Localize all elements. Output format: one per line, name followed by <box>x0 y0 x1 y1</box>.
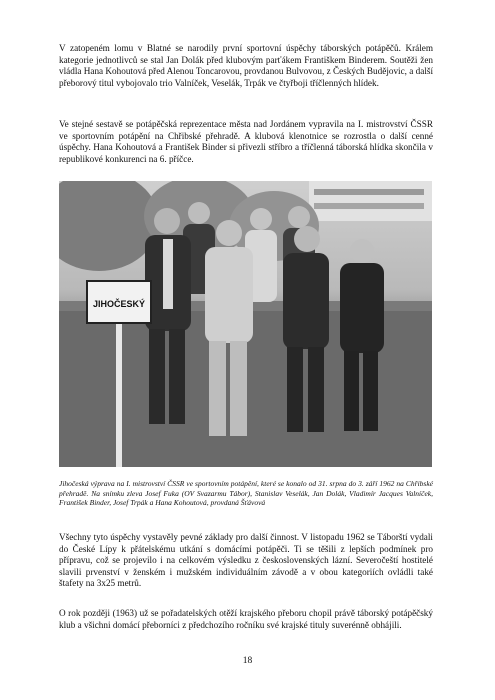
sign-label: JIHOČESKÝ <box>92 299 146 309</box>
page-number: 18 <box>242 656 253 666</box>
team-photo <box>59 181 432 467</box>
photo-caption: Jihočeská výprava na I. mistrovství ČSSR ve sportovním potápění, které se konalo od 31. srpna do 3. září 1962 na Chřibské přehradě. Na snímku zleva Josef Fuka (OV Svazarmu Tábor), Stanislav Veselák, Jan Dolák, Vladimír Jacques Valníček, František Binder, Josef Trpák a Hana Kohoutová, provdaná Šťávová <box>59 479 433 507</box>
paragraph-ceska-lipa: Všechny tyto úspěchy vystavěly pevné základy pro další činnost. V listopadu 1962 se Táborští vydali do České Lípy k přátelskému utkání s domácími potápěči. Ti se těšili z lepších podmínek pro přípravu, což se projevilo i na celkovém výsledku z československých lázní. Severočeští hostitelé slavili prvenství v ženském i mužském individuálním závodě a v obou kategoriích ovládli také štafety na 3x25 metrů. <box>59 532 433 589</box>
paragraph-1963: O rok později (1963) už se pořadatelských otěží krajského přeboru chopil právě táborský potápěčský klub a všichni domácí přeborníci z předchozího ročníku své krajské tituly suverénně obhájili. <box>59 608 433 630</box>
paragraph-championship: Ve stejné sestavě se potápěčská reprezentace města nad Jordánem vypravila na I. mistrovství ČSSR ve sportovním potápění na Chřibské přehradě. A klubová klenotnice se rozrostla o další cenné úspěchy. Hana Kohoutová a František Binder si přivezli stříbro a tříčlenná táborská hlídka skončila v republikové konkurenci na 6. příčce. <box>59 119 433 164</box>
paragraph-blatna-results: V zatopeném lomu v Blatné se narodily první sportovní úspěchy táborských potápěčů. Králem kategorie jednotlivců se stal Jan Dolák před klubovým parťákem Františkem Binderem. Soutěži žen vládla Hana Kohoutová před Alenou Toncarovou, provdanou Bulvovou, z Českých Budějovic, a další přeborový titul vybojovalo trio Valníček, Veselák, Trpák ve čtyřboji tříčlenných hlídek. <box>59 43 434 88</box>
